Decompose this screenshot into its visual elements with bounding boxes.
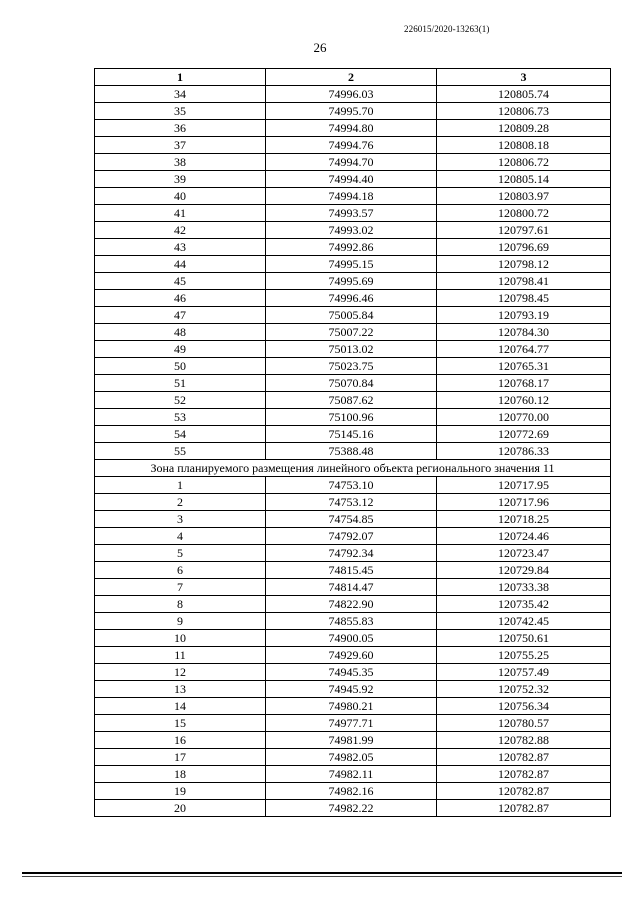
cell-y-coordinate: 120782.87	[437, 766, 611, 783]
table-row	[95, 239, 611, 256]
cell-x-coordinate: 74980.21	[266, 698, 437, 715]
table-row	[95, 630, 611, 647]
cell-point-number: 34	[95, 86, 266, 103]
cell-point-number: 4	[95, 528, 266, 545]
column-header-y: 3	[437, 69, 611, 86]
cell-y-coordinate: 120772.69	[437, 426, 611, 443]
cell-y-coordinate: 120757.49	[437, 664, 611, 681]
cell-x-coordinate: 74995.69	[266, 273, 437, 290]
cell-x-coordinate: 74900.05	[266, 630, 437, 647]
cell-point-number: 39	[95, 171, 266, 188]
cell-point-number: 11	[95, 647, 266, 664]
cell-x-coordinate: 75013.02	[266, 341, 437, 358]
cell-y-coordinate: 120800.72	[437, 205, 611, 222]
cell-point-number: 20	[95, 800, 266, 817]
cell-x-coordinate: 74994.18	[266, 188, 437, 205]
cell-point-number: 54	[95, 426, 266, 443]
cell-point-number: 36	[95, 120, 266, 137]
table-row	[95, 426, 611, 443]
table-row	[95, 137, 611, 154]
table-row	[95, 766, 611, 783]
table-row	[95, 732, 611, 749]
cell-y-coordinate: 120755.25	[437, 647, 611, 664]
cell-point-number: 41	[95, 205, 266, 222]
table-row	[95, 715, 611, 732]
cell-y-coordinate: 120768.17	[437, 375, 611, 392]
table-row	[95, 188, 611, 205]
cell-x-coordinate: 74792.07	[266, 528, 437, 545]
cell-x-coordinate: 74982.16	[266, 783, 437, 800]
cell-point-number: 2	[95, 494, 266, 511]
cell-x-coordinate: 75023.75	[266, 358, 437, 375]
cell-point-number: 18	[95, 766, 266, 783]
cell-point-number: 37	[95, 137, 266, 154]
table-row	[95, 664, 611, 681]
cell-x-coordinate: 74996.46	[266, 290, 437, 307]
cell-point-number: 42	[95, 222, 266, 239]
cell-point-number: 12	[95, 664, 266, 681]
cell-x-coordinate: 75007.22	[266, 324, 437, 341]
cell-x-coordinate: 74929.60	[266, 647, 437, 664]
cell-point-number: 48	[95, 324, 266, 341]
cell-x-coordinate: 74992.86	[266, 239, 437, 256]
cell-y-coordinate: 120765.31	[437, 358, 611, 375]
cell-y-coordinate: 120786.33	[437, 443, 611, 460]
table-body-zone-prev	[95, 86, 611, 460]
cell-point-number: 10	[95, 630, 266, 647]
cell-x-coordinate: 74994.80	[266, 120, 437, 137]
cell-y-coordinate: 120733.38	[437, 579, 611, 596]
cell-point-number: 51	[95, 375, 266, 392]
cell-x-coordinate: 74855.83	[266, 613, 437, 630]
table-row	[95, 647, 611, 664]
section-title: Зона планируемого размещения линейного объекта регионального значения 11	[95, 460, 611, 477]
table-header	[95, 69, 611, 86]
cell-point-number: 35	[95, 103, 266, 120]
cell-point-number: 3	[95, 511, 266, 528]
cell-point-number: 55	[95, 443, 266, 460]
cell-point-number: 9	[95, 613, 266, 630]
table-row	[95, 477, 611, 494]
cell-y-coordinate: 120717.96	[437, 494, 611, 511]
cell-x-coordinate: 74754.85	[266, 511, 437, 528]
table-row	[95, 528, 611, 545]
table-row	[95, 358, 611, 375]
table-row	[95, 222, 611, 239]
cell-x-coordinate: 74994.76	[266, 137, 437, 154]
table-row	[95, 256, 611, 273]
cell-y-coordinate: 120784.30	[437, 324, 611, 341]
cell-x-coordinate: 74993.02	[266, 222, 437, 239]
cell-y-coordinate: 120752.32	[437, 681, 611, 698]
cell-x-coordinate: 74814.47	[266, 579, 437, 596]
cell-y-coordinate: 120718.25	[437, 511, 611, 528]
cell-y-coordinate: 120806.73	[437, 103, 611, 120]
cell-y-coordinate: 120796.69	[437, 239, 611, 256]
cell-x-coordinate: 74977.71	[266, 715, 437, 732]
cell-x-coordinate: 75005.84	[266, 307, 437, 324]
cell-y-coordinate: 120782.88	[437, 732, 611, 749]
cell-y-coordinate: 120723.47	[437, 545, 611, 562]
cell-point-number: 13	[95, 681, 266, 698]
cell-y-coordinate: 120798.12	[437, 256, 611, 273]
cell-y-coordinate: 120809.28	[437, 120, 611, 137]
table-row	[95, 120, 611, 137]
cell-x-coordinate: 74995.70	[266, 103, 437, 120]
cell-point-number: 6	[95, 562, 266, 579]
section-header-body	[95, 460, 611, 477]
table-row	[95, 86, 611, 103]
table-row	[95, 341, 611, 358]
table-row	[95, 324, 611, 341]
cell-point-number: 7	[95, 579, 266, 596]
table-row	[95, 409, 611, 426]
table-row	[95, 443, 611, 460]
cell-y-coordinate: 120729.84	[437, 562, 611, 579]
cell-x-coordinate: 74995.15	[266, 256, 437, 273]
table-row	[95, 290, 611, 307]
cell-x-coordinate: 74994.40	[266, 171, 437, 188]
cell-y-coordinate: 120805.74	[437, 86, 611, 103]
cell-point-number: 38	[95, 154, 266, 171]
cell-x-coordinate: 75388.48	[266, 443, 437, 460]
cell-point-number: 45	[95, 273, 266, 290]
table-row	[95, 545, 611, 562]
table-row	[95, 154, 611, 171]
table-row	[95, 273, 611, 290]
table-row	[95, 375, 611, 392]
cell-y-coordinate: 120806.72	[437, 154, 611, 171]
cell-x-coordinate: 74822.90	[266, 596, 437, 613]
footer-rule	[22, 872, 622, 874]
cell-x-coordinate: 74753.12	[266, 494, 437, 511]
cell-x-coordinate: 74993.57	[266, 205, 437, 222]
page-number: 26	[313, 40, 327, 55]
cell-y-coordinate: 120760.12	[437, 392, 611, 409]
cell-y-coordinate: 120742.45	[437, 613, 611, 630]
table-body-zone-11	[95, 477, 611, 817]
cell-point-number: 44	[95, 256, 266, 273]
cell-y-coordinate: 120782.87	[437, 800, 611, 817]
cell-y-coordinate: 120798.45	[437, 290, 611, 307]
cell-x-coordinate: 74982.05	[266, 749, 437, 766]
document-number: 226015/2020-13263(1)	[404, 24, 490, 34]
table-row	[95, 800, 611, 817]
table-row	[95, 613, 611, 630]
cell-point-number: 47	[95, 307, 266, 324]
cell-y-coordinate: 120782.87	[437, 783, 611, 800]
table-row	[95, 511, 611, 528]
table-row	[95, 749, 611, 766]
cell-y-coordinate: 120764.77	[437, 341, 611, 358]
column-header-x: 2	[266, 69, 437, 86]
table-row	[95, 392, 611, 409]
cell-point-number: 8	[95, 596, 266, 613]
cell-y-coordinate: 120803.97	[437, 188, 611, 205]
cell-y-coordinate: 120793.19	[437, 307, 611, 324]
cell-x-coordinate: 74945.35	[266, 664, 437, 681]
cell-x-coordinate: 74982.11	[266, 766, 437, 783]
table-row	[95, 171, 611, 188]
cell-x-coordinate: 74792.34	[266, 545, 437, 562]
cell-y-coordinate: 120782.87	[437, 749, 611, 766]
table-row	[95, 307, 611, 324]
cell-x-coordinate: 75087.62	[266, 392, 437, 409]
cell-y-coordinate: 120750.61	[437, 630, 611, 647]
cell-point-number: 19	[95, 783, 266, 800]
cell-point-number: 49	[95, 341, 266, 358]
table-row	[95, 205, 611, 222]
cell-x-coordinate: 74981.99	[266, 732, 437, 749]
cell-x-coordinate: 75145.16	[266, 426, 437, 443]
cell-x-coordinate: 74815.45	[266, 562, 437, 579]
table-row	[95, 562, 611, 579]
cell-point-number: 16	[95, 732, 266, 749]
cell-x-coordinate: 74945.92	[266, 681, 437, 698]
section-header-row	[95, 460, 611, 477]
table-row	[95, 579, 611, 596]
cell-x-coordinate: 75100.96	[266, 409, 437, 426]
cell-y-coordinate: 120805.14	[437, 171, 611, 188]
cell-point-number: 50	[95, 358, 266, 375]
table-row	[95, 698, 611, 715]
cell-x-coordinate: 74982.22	[266, 800, 437, 817]
cell-y-coordinate: 120724.46	[437, 528, 611, 545]
cell-y-coordinate: 120735.42	[437, 596, 611, 613]
column-header-point: 1	[95, 69, 266, 86]
cell-point-number: 52	[95, 392, 266, 409]
cell-x-coordinate: 74753.10	[266, 477, 437, 494]
table-row	[95, 681, 611, 698]
cell-point-number: 53	[95, 409, 266, 426]
cell-y-coordinate: 120808.18	[437, 137, 611, 154]
cell-y-coordinate: 120717.95	[437, 477, 611, 494]
table-row	[95, 596, 611, 613]
cell-y-coordinate: 120756.34	[437, 698, 611, 715]
cell-point-number: 46	[95, 290, 266, 307]
cell-point-number: 14	[95, 698, 266, 715]
cell-point-number: 5	[95, 545, 266, 562]
cell-x-coordinate: 74996.03	[266, 86, 437, 103]
cell-point-number: 17	[95, 749, 266, 766]
cell-point-number: 40	[95, 188, 266, 205]
cell-y-coordinate: 120770.00	[437, 409, 611, 426]
table-row	[95, 783, 611, 800]
cell-point-number: 1	[95, 477, 266, 494]
cell-x-coordinate: 74994.70	[266, 154, 437, 171]
cell-y-coordinate: 120798.41	[437, 273, 611, 290]
header-row	[95, 69, 611, 86]
table-row	[95, 494, 611, 511]
cell-point-number: 43	[95, 239, 266, 256]
cell-point-number: 15	[95, 715, 266, 732]
cell-y-coordinate: 120797.61	[437, 222, 611, 239]
coordinates-table	[94, 68, 611, 817]
table-row	[95, 103, 611, 120]
cell-y-coordinate: 120780.57	[437, 715, 611, 732]
cell-x-coordinate: 75070.84	[266, 375, 437, 392]
footer-rule-thin	[22, 876, 622, 877]
